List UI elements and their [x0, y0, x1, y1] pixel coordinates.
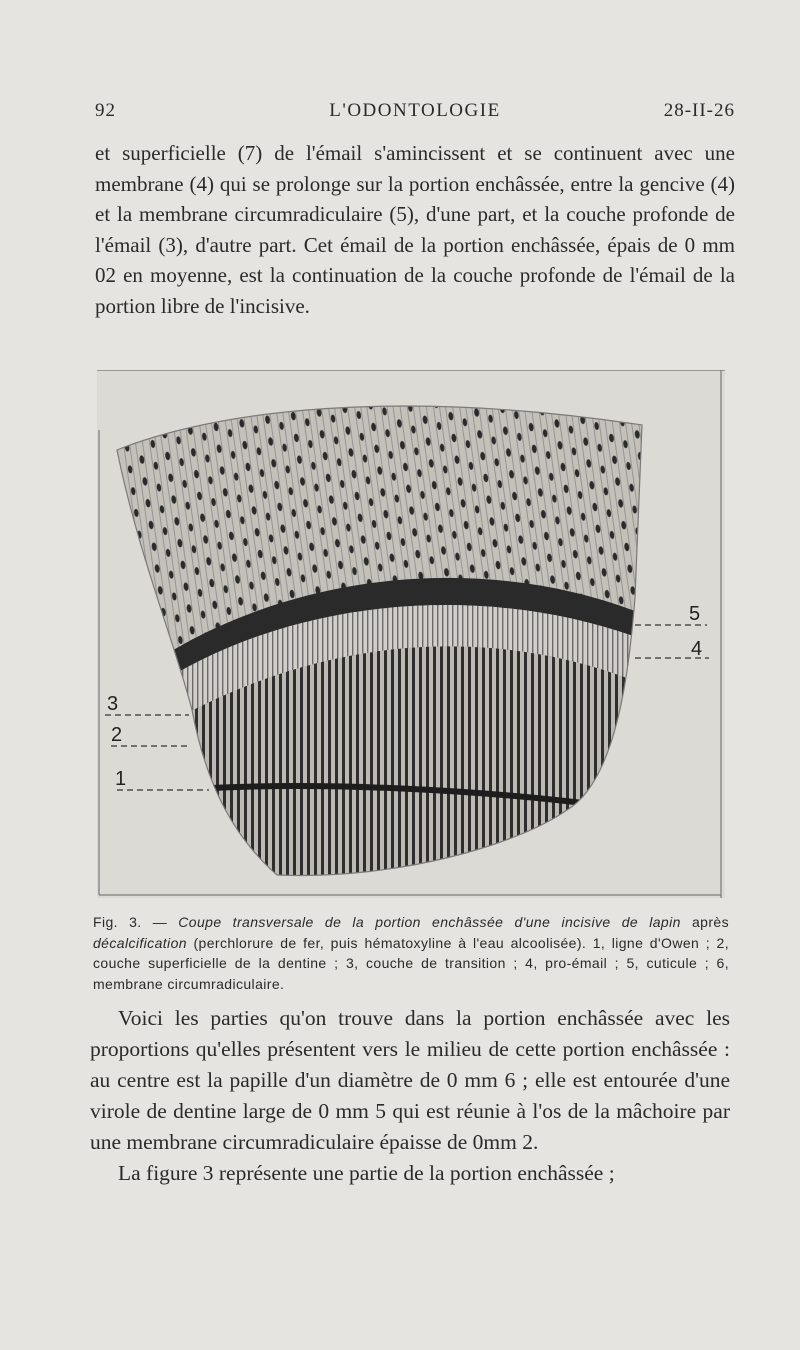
caption-after: après — [691, 914, 729, 930]
label-2: 2 — [111, 724, 123, 746]
body-text — [90, 1003, 730, 1189]
label-3: 3 — [107, 693, 119, 715]
running-header — [95, 100, 735, 130]
paragraph-top — [95, 138, 735, 321]
label-4: 4 — [691, 638, 703, 660]
caption-technique: décalcification — [93, 934, 187, 951]
caption-fig-ref: Fig. 3. — — [93, 914, 168, 930]
label-5: 5 — [689, 603, 701, 625]
figure-illustration — [97, 370, 725, 898]
journal-title: L'ODONTOLOGIE — [329, 100, 501, 121]
page-number: 92 — [95, 100, 116, 121]
histology-figure — [97, 370, 725, 898]
body-paragraph-1: Voici les parties qu'on trouve dans la portion enchâssée avec les proportions qu'elles présentent vers le milieu de cette portion enchâssée : au centre est la papille d'un diamètre de 0 mm 6 ; elle est entourée d'une virole de dentine large de 0 mm 5 qui est réunie à l'os de la mâchoire par une membrane circumradiculaire épaisse de 0mm 2. — [90, 1006, 730, 1154]
paragraph-top-text: et superficielle (7) de l'émail s'amincissent et se continuent avec une membrane (4) qui se prolonge sur la portion enchâssée, entre la gencive (4) et la membrane circumradiculaire (5), d'une part, et la couche profonde de l'émail (3), d'autre part. Cet émail de la portion enchâssée, épais de 0 mm 02 en moyenne, est la continuation de la couche profonde de l'émail de la portion libre de l'incisive. — [95, 141, 735, 318]
figure-caption — [93, 912, 729, 994]
issue-date: 28-II-26 — [663, 100, 735, 121]
caption-legend: (perchlorure de fer, puis hématoxyline à l'eau alcoolisée). 1, ligne d'Owen ; 2, couche superficielle de la dentine ; 3, couche de transition ; 4, pro-émail ; 5, cuticule ; 6, membrane circumradiculaire. — [93, 934, 729, 992]
caption-title: Coupe transversale de la portion enchâssée d'une incisive de lapin — [178, 914, 681, 930]
label-1: 1 — [115, 768, 127, 790]
body-paragraph-2: La figure 3 représente une partie de la portion enchâssée ; — [118, 1161, 615, 1185]
